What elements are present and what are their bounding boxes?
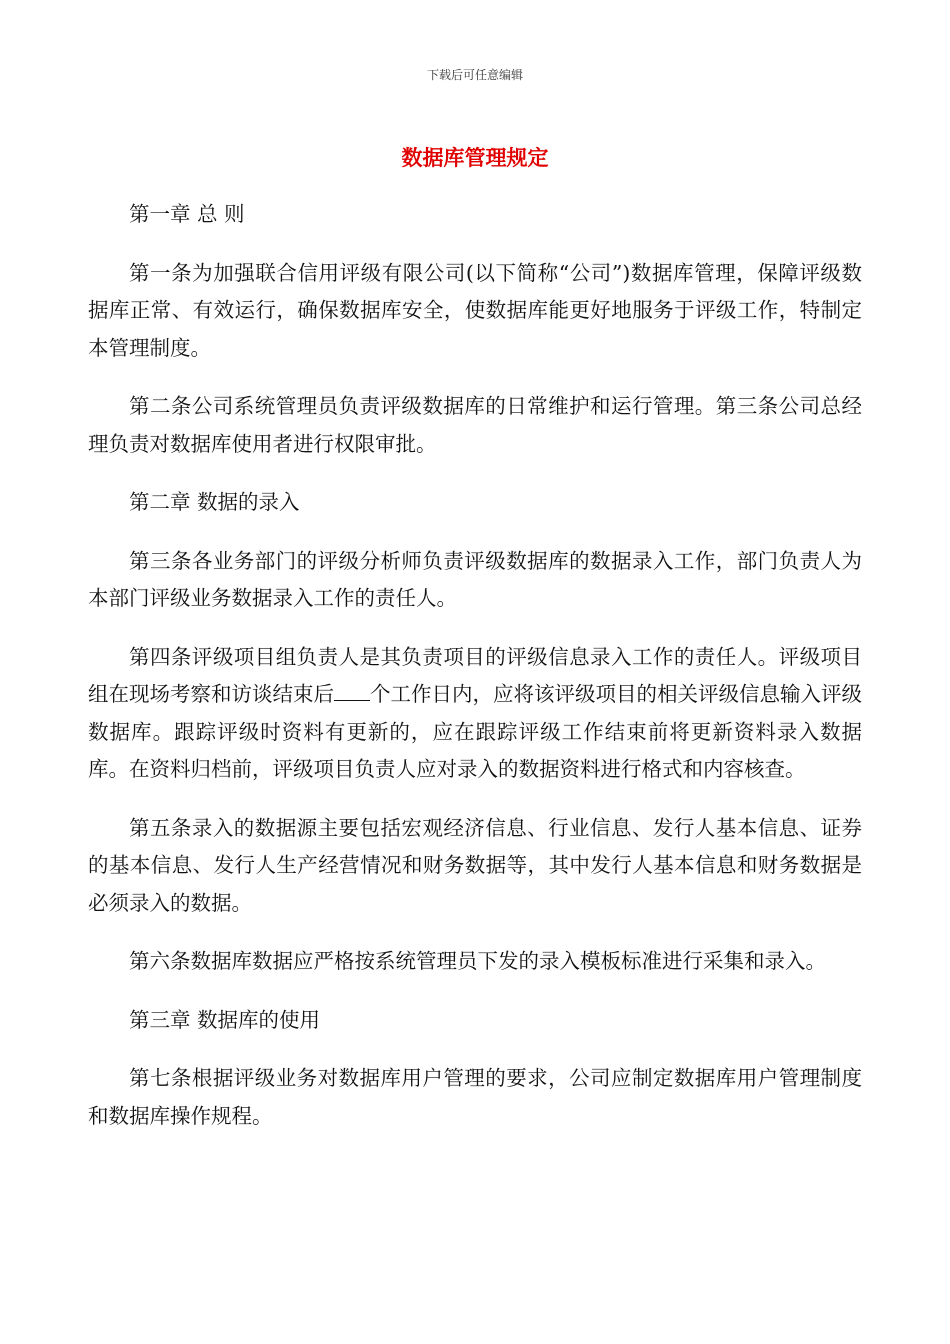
- article-text: 第四条评级项目组负责人是其负责项目的评级信息录入工作的责任人。评级项目组在现场考察和访谈结束后: [88, 644, 862, 706]
- article-paragraph: 第六条数据库数据应严格按系统管理员下发的录入模板标准进行采集和录入。: [129, 949, 826, 973]
- chapter-heading: 第二章 数据的录入: [129, 490, 300, 514]
- article-paragraph: 第七条根据评级业务对数据库用户管理的要求，公司应制定数据库用户管理制度和数据库操作规程。: [88, 1066, 862, 1128]
- fill-in-blank: [334, 699, 370, 701]
- page-header: 下载后可任意编辑: [426, 68, 523, 82]
- article-paragraph: [88, 639, 862, 789]
- document-title: 数据库管理规定: [401, 145, 549, 170]
- chapter-heading: 第一章 总 则: [129, 202, 245, 226]
- document-body: [88, 196, 862, 1156]
- article-text: 个工作日内，应将该评级项目的相关评级信息输入评级数据库。跟踪评级时资料有更新的，应在跟踪评级工作结束前将更新资料录入数据库。在资料归档前，评级项目负责人应对录入的数据资料进行格式和内容核查。: [88, 682, 862, 781]
- article-paragraph: 第二条公司系统管理员负责评级数据库的日常维护和运行管理。第三条公司总经理负责对数据库使用者进行权限审批。: [88, 394, 862, 456]
- article-paragraph: 第一条为加强联合信用评级有限公司(以下简称“公司”)数据库管理，保障评级数据库正常、有效运行，确保数据库安全，使数据库能更好地服务于评级工作，特制定本管理制度。: [88, 260, 862, 360]
- chapter-heading: 第三章 数据库的使用: [129, 1007, 321, 1032]
- article-paragraph: 第五条录入的数据源主要包括宏观经济信息、行业信息、发行人基本信息、证券的基本信息、发行人生产经营情况和财务数据等，其中发行人基本信息和财务数据是必须录入的数据。: [88, 815, 862, 915]
- article-paragraph: 第三条各业务部门的评级分析师负责评级数据库的数据录入工作，部门负责人为本部门评级业务数据录入工作的责任人。: [88, 548, 862, 610]
